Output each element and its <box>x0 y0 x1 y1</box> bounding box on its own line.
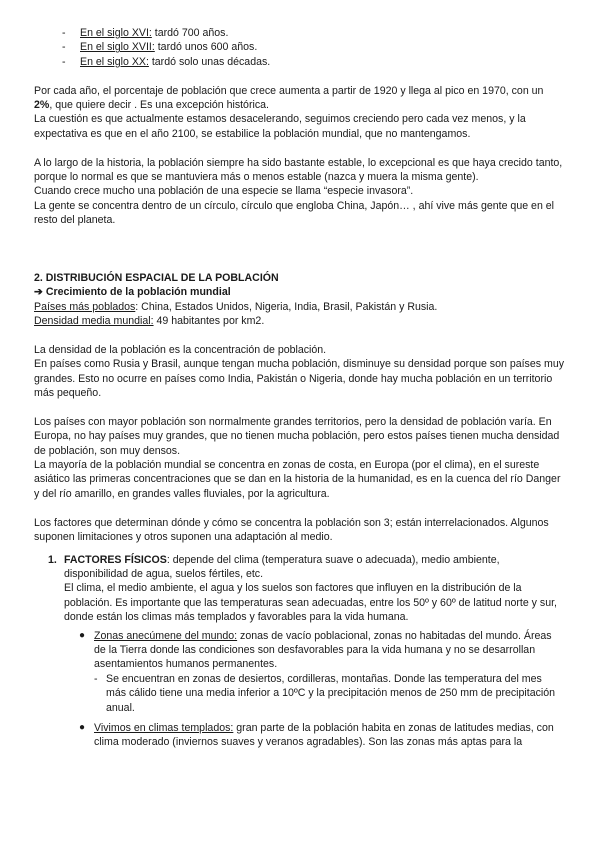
paragraph-factors: Los factores que determinan dónde y cómo se concentra la población son 3; están interrelacionados. Algunos suponen limitaciones y otros suponen una adaptación al medio. <box>34 516 549 544</box>
list-item: - En el siglo XVI: tardó 700 años. <box>34 26 564 40</box>
paragraph-growth: Por cada año, el porcentaje de población que crece aumenta a partir de 1920 y llega al pico en 1970, con un 2%, que quiere decir . Es una excepción histórica. <box>34 84 544 112</box>
paragraph-territories: Los países con mayor población son normalmente grandes territorios, pero la densidad de población varía. En Europa, no hay países muy grandes, que no tienen mucha población, pero estos países tienen mucha densidad de población, son muy densos. <box>34 415 560 457</box>
list-item: ● Zonas anecúmene del mundo: zonas de vacío poblacional, zonas no habitadas del mundo. Áreas de la Tierra donde las condiciones son desfavorables para la vida humana y no se desarrollan asentamientos humanos permanentes. - Se encuentran en zonas de desiertos, cordilleras, montañas. Donde las temperatura del mes más cálido tiene una media inferior a 10ºC y la precipitación menos de 250 mm de precipitación anual. <box>64 629 564 715</box>
sub-list <box>94 672 564 715</box>
factor-physical-paragraph: El clima, el medio ambiente, el agua y los suelos son factores que influyen en la distribución de la población. Es importante que las temperaturas sean adecuadas, entre los 50º y 60º de latitud norte y sur, donde están los climas más templados y favorables para la vida humana. <box>64 582 557 624</box>
paragraph-circle: La gente se concentra dentro de un círculo, círculo que engloba China, Japón… , ahí vive más gente que en el resto del planeta. <box>34 199 555 227</box>
list-item: - En el siglo XX: tardó solo unas décadas. <box>34 55 564 69</box>
paragraph-density-examples: En países como Rusia y Brasil, aunque tengan mucha población, disminuye su densidad porque son países muy grandes. Esto no ocurre en países como India, Pakistán o Nigeria, donde hay mucha población en un territorio más pequeño. <box>34 358 565 400</box>
paragraph-density-def: La densidad de la población es la concentración de población. <box>34 343 327 356</box>
populated-countries: Países más poblados: China, Estados Unidos, Nigeria, India, Brasil, Pakistán y Rusia. <box>34 300 438 313</box>
section-subtitle: ➔ Crecimiento de la población mundial <box>34 286 231 299</box>
list-item: - En el siglo XVII: tardó unos 600 años. <box>34 40 564 54</box>
bullet-icon: ● <box>79 721 86 733</box>
paragraph-invasive: Cuando crece mucho una población de una especie se llama “especie invasora”. <box>34 185 414 198</box>
factors-list <box>34 553 564 750</box>
paragraph-deceleration: La cuestión es que actualmente estamos desacelerando, seguimos creciendo pero cada vez menos, y la expectativa es que en el año 2100, se estabilice la población mundial, que no mantengamos. <box>34 113 526 140</box>
paragraph-coasts: La mayoría de la población mundial se concentra en zonas de costa, en Europa (por el clima), en el sureste asiático las primeras concentraciones que se dan en la historia de la humanidad, es en la cuenca del río Danger y del río amarillo, en grandes valles fluviales, por la agricultura. <box>34 459 561 500</box>
section-title: 2. DISTRIBUCIÓN ESPACIAL DE LA POBLACIÓN <box>34 271 279 284</box>
bullet-list <box>64 629 564 750</box>
list-item: ● Vivimos en climas templados: gran parte de la población habita en zonas de latitudes medias, con clima moderado (inviernos suaves y veranos agradables). Son las zonas más aptas para la <box>79 721 554 749</box>
list-item: 1. FACTORES FÍSICOS: depende del clima (temperatura suave o adecuada), medio ambiente, disponibilidad de agua, suelos fértiles, etc. El clima, el medio ambiente, el agua y los suelos son factores que influyen en la distribución de la población. Es importante que las temperaturas sean adecuadas, entre los 50º y 60º de latitud norte y sur, donde están los climas más templados y favorables para la vida humana. ● Zonas anecúmene del mundo: zonas de vacío poblacional, zonas no habitadas del mundo. Áreas de la Tierra donde las condiciones son desfavorables para la vida humana y no se desarrollan asentamientos humanos permanentes. - Se encuentran en zonas de desiertos, cordilleras, montañas. Donde las temperatura del mes más cálido tiene una media inferior a 10ºC y la precipitación menos de 250 mm de precipitación anual. ● Vivimos en climas templados: gran parte de la población habita en zonas de latitudes medias, con clima moderado (inviernos suaves y veranos agradables). Son las zonas más aptas para la <box>34 553 564 750</box>
bullet-icon: ● <box>79 629 86 641</box>
century-list <box>34 26 564 69</box>
list-item: - Se encuentran en zonas de desiertos, cordilleras, montañas. Donde las temperatura del mes más cálido tiene una media inferior a 10ºC y la precipitación menos de 250 mm de precipitación anual. <box>94 672 564 715</box>
document-page <box>34 26 564 756</box>
factor-physical: FACTORES FÍSICOS: depende del clima (temperatura suave o adecuada), medio ambiente, disponibilidad de agua, suelos fértiles, etc. <box>64 553 500 580</box>
paragraph-history: A lo largo de la historia, la población siempre ha sido bastante estable, lo excepcional es que haya crecido tanto, porque lo normal es que se mantuviera más o menos estable (nazca y muera la misma gente). <box>34 156 563 184</box>
world-density: Densidad media mundial: 49 habitantes por km2. <box>34 315 265 328</box>
